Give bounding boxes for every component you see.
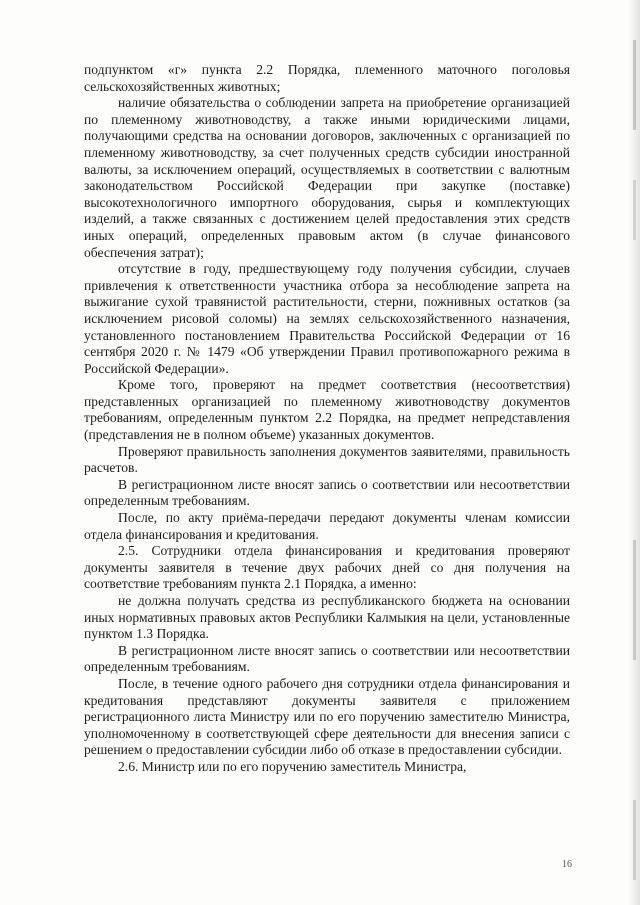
paragraph-8: 2.5. Сотрудники отдела финансирования и кредитования проверяют документы заявителя в течение двух рабочих дней со дня получения на соответствие требованиям пункта 2.1 Порядка, а именно: — [84, 543, 570, 592]
scan-edge-mark — [633, 180, 636, 240]
paragraph-12: 2.6. Министр или по его поручению заместитель Министра, — [118, 758, 467, 774]
paragraph-6: В регистрационном листе вносят запись о соответствии или несоответствии определенным требованиям. — [84, 476, 570, 509]
scan-edge-mark — [633, 40, 636, 130]
page-number: 16 — [562, 859, 572, 870]
scan-edge-shadow — [628, 0, 640, 905]
paragraph-7: После, по акту приёма-передачи передают документы членам комиссии отдела финансирования и кредитования. — [84, 510, 570, 542]
paragraph-2: наличие обязательства о соблюдении запрета на приобретение организацией по племенному животноводству, а также иными юридическими лицами, получающими средства на основании договоров, заключенных с организацией по племенному животноводству, за счет полученных средств субсидии иностранной валюты, за исключением операций, осуществляемых в соответствии с валютным законодательством Российской Федерации при закупке (поставке) высокотехнологичного импортного оборудования, сырья и комплектующих изделий, а также связанных с достижением целей предоставления этих средств иных операций, определенных правовым актом (в случае финансового обеспечения затрат); — [84, 95, 570, 260]
paragraph-4: Кроме того, проверяют на предмет соответствия (несоответствия) представленных организацией по племенному животноводству документов требованиям, определенным пунктом 2.2 Порядка, на предмет непредставления (представления не в полном объеме) указанных документов. — [84, 377, 570, 443]
paragraph-9: не должна получать средства из республиканского бюджета на основании иных нормативных правовых актов Республики Калмыкия на цели, установленные пунктом 1.3 Порядка. — [84, 593, 570, 642]
scan-edge-mark — [633, 540, 636, 660]
paragraph-5: Проверяют правильность заполнения документов заявителями, правильность расчетов. — [84, 443, 570, 476]
paragraph-11: После, в течение одного рабочего дня сотрудники отдела финансирования и кредитования представляют документы заявителя с приложением регистрационного листа Министру или по его поручению заместителю Министра, уполномоченному в соответствующей сфере деятельности для внесения записи с решением о предоставлении субсидии либо об отказе в предоставлении субсидии. — [84, 675, 570, 758]
paragraph-10: В регистрационном листе вносят запись о соответствии или несоответствии определенным требованиям. — [84, 642, 570, 675]
document-body — [84, 62, 570, 776]
paragraph-1: подпунктом «г» пункта 2.2 Порядка, племенного маточного поголовья сельскохозяйственных животных; — [84, 62, 570, 94]
scan-edge-mark — [633, 800, 636, 880]
paragraph-3: отсутствие в году, предшествующему году получения субсидии, случаев привлечения к ответственности участника отбора за несоблюдение запрета на выжигание сухой травянистой растительности, стерни, пожнивных остатков (за исключением рисовой соломы) на землях сельскохозяйственного назначения, установленного постановлением Правительства Российской Федерации от 16 сентября 2020 г. № 1479 «Об утверждении Правил противопожарного режима в Российской Федерации». — [84, 261, 570, 376]
